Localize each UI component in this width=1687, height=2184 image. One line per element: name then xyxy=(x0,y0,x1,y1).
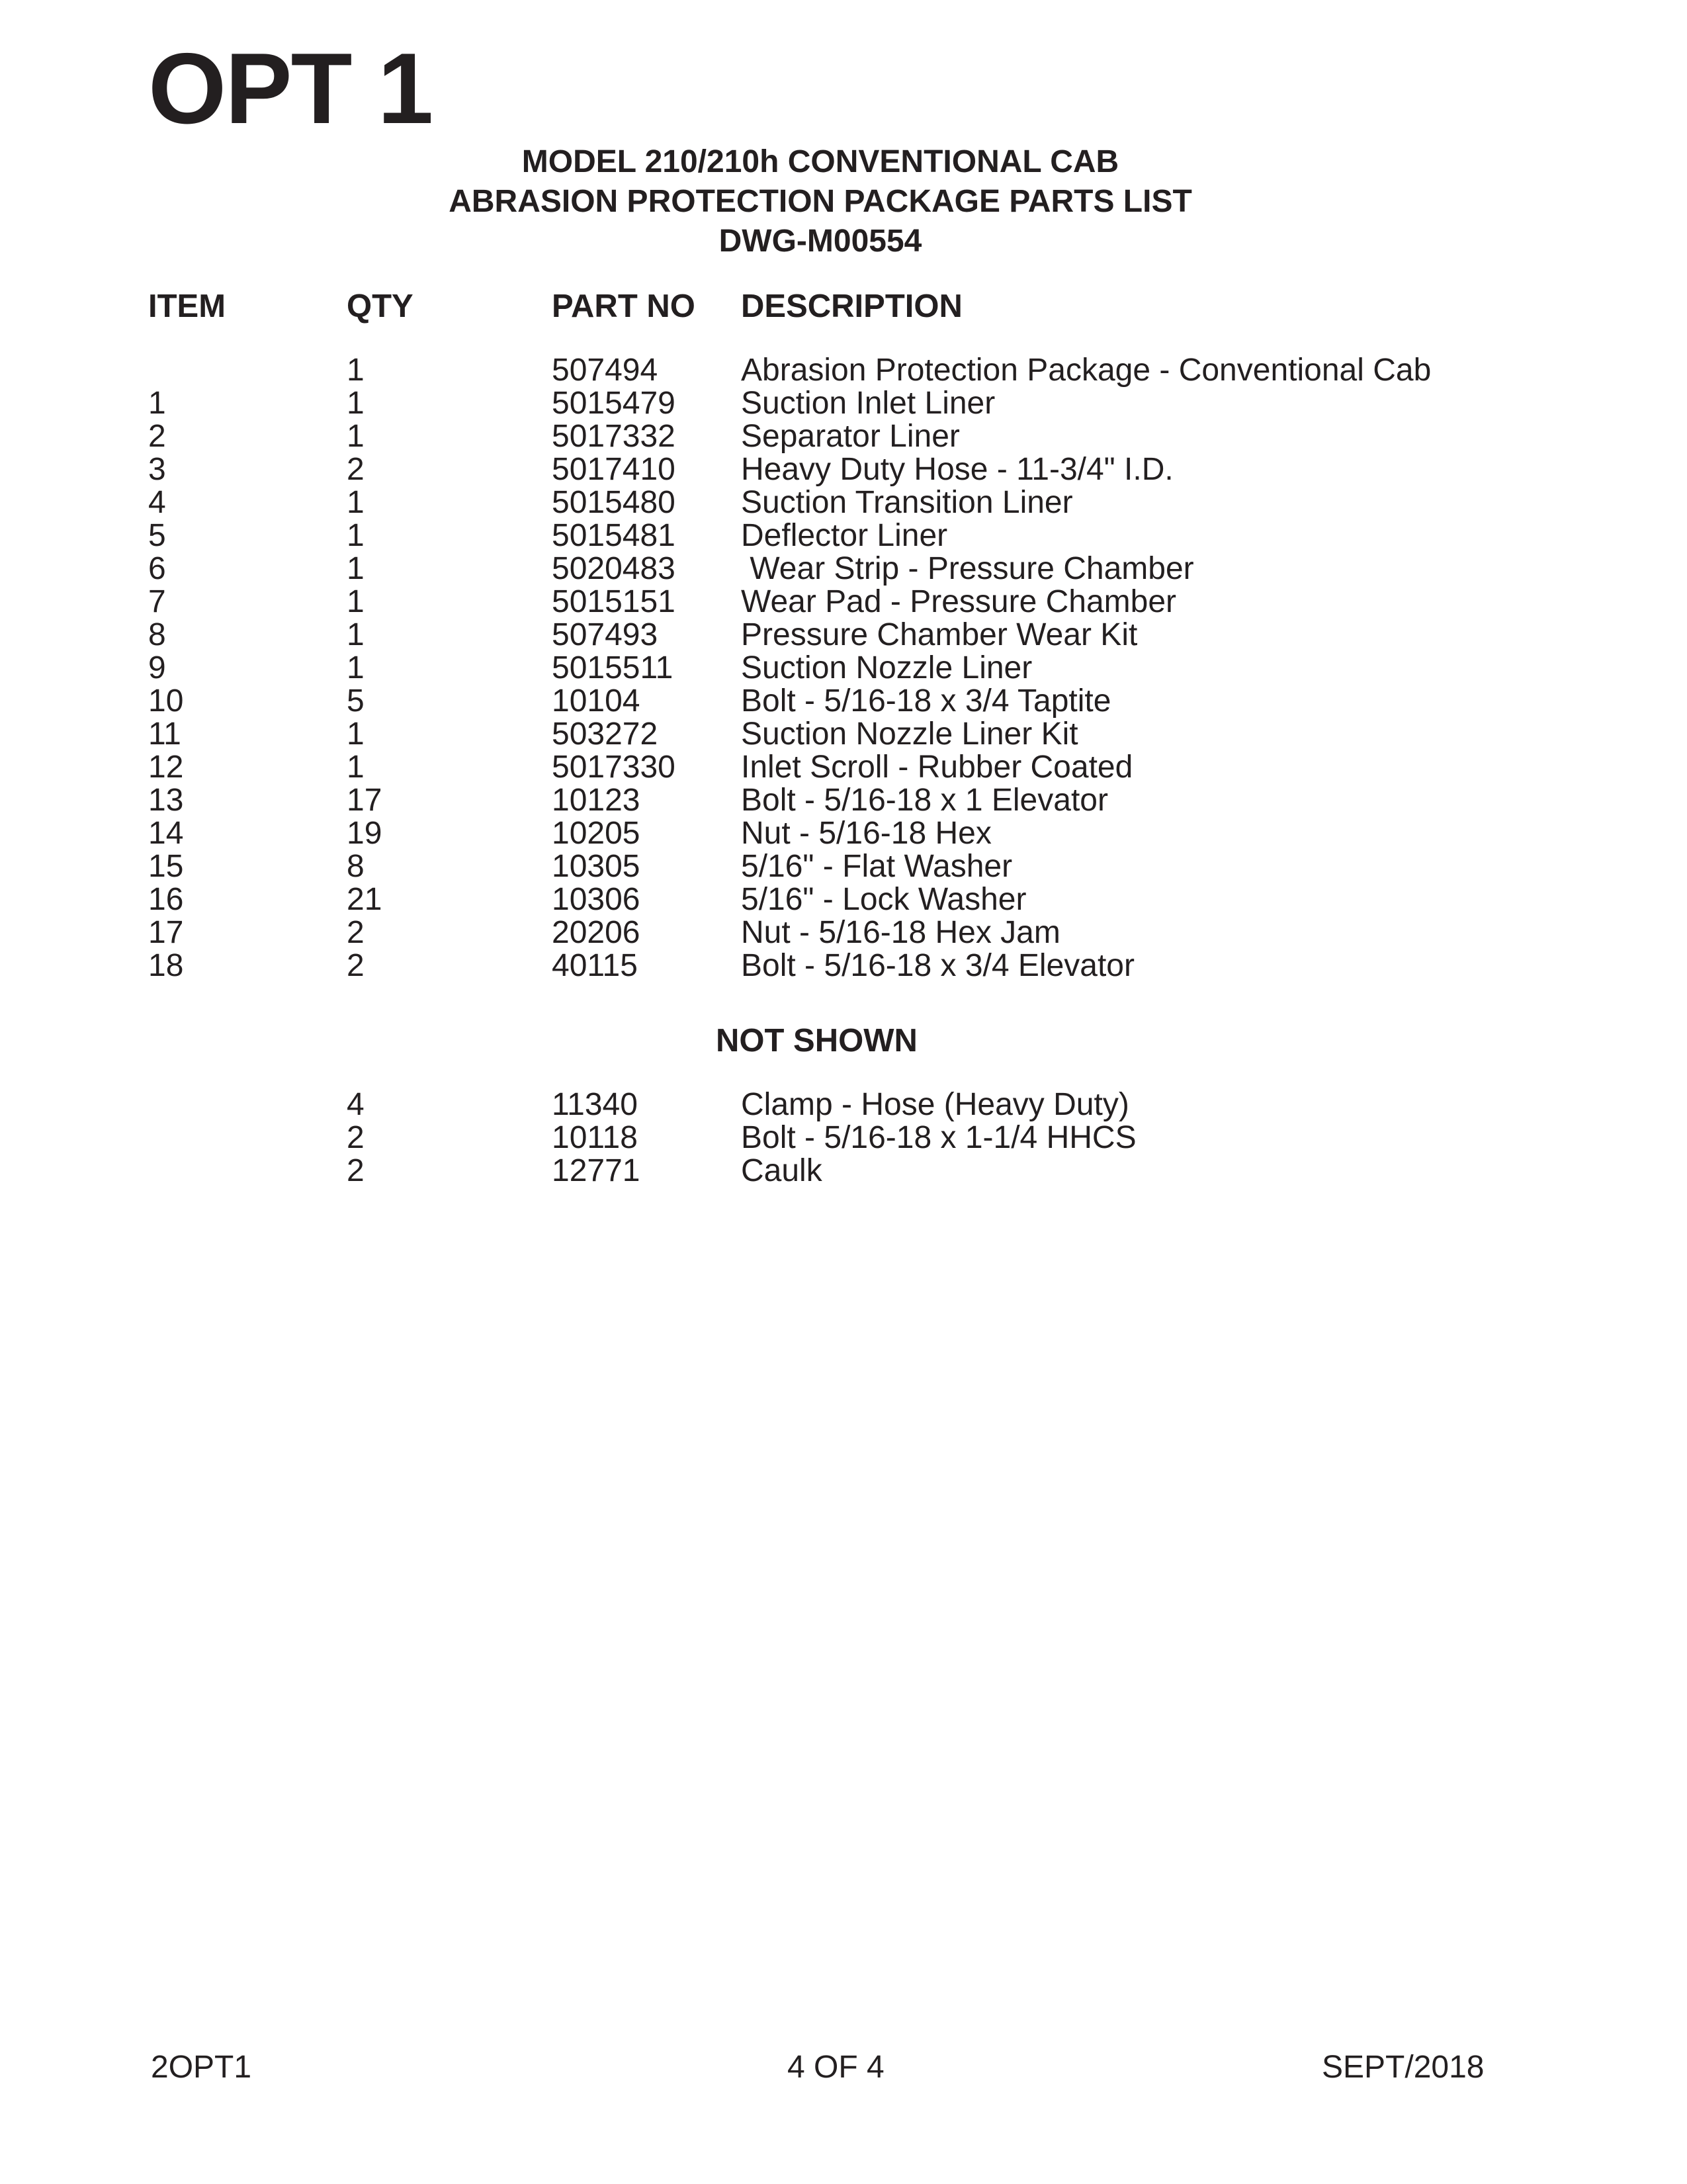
item-cell: 7 xyxy=(148,584,166,619)
item-cell: 6 xyxy=(148,551,166,586)
item-cell: 14 xyxy=(148,816,184,851)
part-no-cell: 10305 xyxy=(552,849,640,884)
table-row xyxy=(0,519,1687,552)
description-cell: Caulk xyxy=(741,1153,822,1188)
qty-cell: 4 xyxy=(347,1087,365,1122)
part-no-cell: 12771 xyxy=(552,1153,640,1188)
part-no-cell: 507494 xyxy=(552,353,658,388)
description-cell: Nut - 5/16-18 Hex Jam xyxy=(741,915,1060,950)
qty-cell: 17 xyxy=(347,783,382,818)
part-no-cell: 5015511 xyxy=(552,650,673,685)
qty-cell: 1 xyxy=(347,717,365,752)
table-row xyxy=(0,420,1687,453)
qty-cell: 1 xyxy=(347,650,365,685)
table-row xyxy=(0,916,1687,949)
part-no-cell: 10118 xyxy=(552,1120,638,1155)
part-no-cell: 5015479 xyxy=(552,386,675,421)
description-cell: Suction Inlet Liner xyxy=(741,386,996,421)
qty-cell: 2 xyxy=(347,1120,365,1155)
part-no-cell: 5020483 xyxy=(552,551,675,586)
table-row xyxy=(0,1088,1687,1121)
description-cell: Suction Nozzle Liner xyxy=(741,650,1033,685)
description-cell: Abrasion Protection Package - Conventional Cab xyxy=(741,353,1432,388)
qty-cell: 2 xyxy=(347,948,365,983)
part-no-cell: 5015481 xyxy=(552,518,675,553)
table-row xyxy=(0,949,1687,983)
table-row xyxy=(0,652,1687,685)
qty-cell: 2 xyxy=(347,452,365,487)
item-cell: 17 xyxy=(148,915,184,950)
description-cell: Wear Pad - Pressure Chamber xyxy=(741,584,1177,619)
page-title: OPT 1 xyxy=(148,32,433,145)
item-cell: 15 xyxy=(148,849,184,884)
heading-parts-list: ABRASION PROTECTION PACKAGE PARTS LIST xyxy=(449,184,1192,219)
table-row xyxy=(0,619,1687,652)
table-row xyxy=(0,883,1687,916)
qty-cell: 1 xyxy=(347,584,365,619)
description-cell: Separator Liner xyxy=(741,419,960,454)
table-row xyxy=(0,453,1687,486)
item-cell: 4 xyxy=(148,485,166,520)
qty-cell: 1 xyxy=(347,518,365,553)
not-shown-heading: NOT SHOWN xyxy=(716,1023,918,1059)
qty-cell: 21 xyxy=(347,882,382,917)
item-cell: 8 xyxy=(148,617,166,652)
description-cell: Wear Strip - Pressure Chamber xyxy=(741,551,1194,586)
item-cell: 16 xyxy=(148,882,184,917)
description-cell: Deflector Liner xyxy=(741,518,948,553)
item-cell: 3 xyxy=(148,452,166,487)
item-cell: 2 xyxy=(148,419,166,454)
part-no-cell: 507493 xyxy=(552,617,658,652)
qty-cell: 2 xyxy=(347,915,365,950)
part-no-cell: 10306 xyxy=(552,882,640,917)
table-row xyxy=(0,850,1687,883)
item-cell: 10 xyxy=(148,683,184,719)
item-cell: 1 xyxy=(148,386,166,421)
part-no-cell: 10123 xyxy=(552,783,640,818)
qty-cell: 1 xyxy=(347,617,365,652)
description-cell: Bolt - 5/16-18 x 3/4 Elevator xyxy=(741,948,1135,983)
table-row xyxy=(0,751,1687,784)
description-cell: Suction Transition Liner xyxy=(741,485,1073,520)
footer-document-code: 2OPT1 xyxy=(151,2050,252,2085)
description-cell: 5/16" - Lock Washer xyxy=(741,882,1027,917)
description-cell: Inlet Scroll - Rubber Coated xyxy=(741,750,1133,785)
description-cell: Clamp - Hose (Heavy Duty) xyxy=(741,1087,1129,1122)
description-cell: Heavy Duty Hose - 11-3/4" I.D. xyxy=(741,452,1174,487)
description-cell: Nut - 5/16-18 Hex xyxy=(741,816,992,851)
description-cell: Pressure Chamber Wear Kit xyxy=(741,617,1138,652)
part-no-cell: 5015480 xyxy=(552,485,675,520)
qty-cell: 1 xyxy=(347,386,365,421)
table-row xyxy=(0,586,1687,619)
part-no-cell: 5017332 xyxy=(552,419,675,454)
table-row xyxy=(0,552,1687,586)
description-cell: Suction Nozzle Liner Kit xyxy=(741,717,1078,752)
qty-cell: 1 xyxy=(347,551,365,586)
heading-drawing-number: DWG-M00554 xyxy=(718,224,922,259)
qty-cell: 2 xyxy=(347,1153,365,1188)
qty-cell: 1 xyxy=(347,485,365,520)
table-row xyxy=(0,1155,1687,1188)
column-header-part-no: PART NO xyxy=(552,288,695,324)
item-cell: 18 xyxy=(148,948,184,983)
description-cell: Bolt - 5/16-18 x 1 Elevator xyxy=(741,783,1108,818)
qty-cell: 8 xyxy=(347,849,365,884)
qty-cell: 1 xyxy=(347,353,365,388)
qty-cell: 1 xyxy=(347,419,365,454)
table-row xyxy=(0,486,1687,519)
qty-cell: 1 xyxy=(347,750,365,785)
item-cell: 12 xyxy=(148,750,184,785)
heading-model: MODEL 210/210h CONVENTIONAL CAB xyxy=(521,144,1119,179)
description-cell: Bolt - 5/16-18 x 3/4 Taptite xyxy=(741,683,1111,719)
item-cell: 9 xyxy=(148,650,166,685)
footer-page-number: 4 OF 4 xyxy=(787,2050,885,2085)
table-row xyxy=(0,1121,1687,1155)
not-shown-table xyxy=(0,1088,1687,1188)
item-cell: 5 xyxy=(148,518,166,553)
part-no-cell: 5015151 xyxy=(552,584,675,619)
part-no-cell: 10205 xyxy=(552,816,640,851)
column-header-qty: QTY xyxy=(347,288,413,324)
part-no-cell: 11340 xyxy=(552,1087,638,1122)
part-no-cell: 5017410 xyxy=(552,452,675,487)
table-row xyxy=(0,387,1687,420)
column-header-description: DESCRIPTION xyxy=(741,288,963,324)
part-no-cell: 5017330 xyxy=(552,750,675,785)
parts-table xyxy=(0,354,1687,983)
footer-date: SEPT/2018 xyxy=(1322,2050,1485,2085)
description-cell: 5/16" - Flat Washer xyxy=(741,849,1013,884)
part-no-cell: 20206 xyxy=(552,915,640,950)
qty-cell: 5 xyxy=(347,683,365,719)
part-no-cell: 40115 xyxy=(552,948,638,983)
table-row xyxy=(0,817,1687,850)
table-row xyxy=(0,354,1687,387)
column-header-item: ITEM xyxy=(148,288,226,324)
description-cell: Bolt - 5/16-18 x 1-1/4 HHCS xyxy=(741,1120,1137,1155)
part-no-cell: 503272 xyxy=(552,717,658,752)
table-row xyxy=(0,685,1687,718)
table-row xyxy=(0,784,1687,817)
table-row xyxy=(0,718,1687,751)
item-cell: 13 xyxy=(148,783,184,818)
item-cell: 11 xyxy=(148,717,181,752)
qty-cell: 19 xyxy=(347,816,382,851)
part-no-cell: 10104 xyxy=(552,683,640,719)
